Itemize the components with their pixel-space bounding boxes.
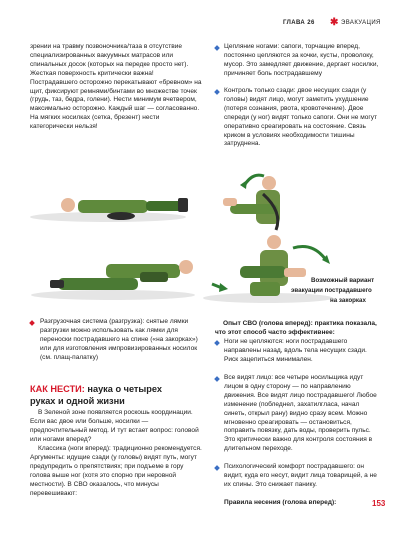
illustration-caption-line-1: Возможный вариант (311, 277, 375, 284)
bullet-icon (214, 465, 220, 471)
left-bottom-para-1: В Зеленой зоне появляется роскошь координации. Если вас двое или больше, носилки — предпочтительный метод. И тут встает вопрос: головой или ногами вперед? (30, 409, 199, 443)
bullet-icon (214, 340, 220, 346)
section-heading-accent: КАК НЕСТИ: (30, 384, 85, 394)
section-heading-part-2: руках и одной жизни (30, 396, 125, 406)
section-heading-part-1: наука о четырех (84, 384, 162, 394)
bullet-icon (214, 89, 220, 95)
rescuer-kneeling-figure (223, 175, 280, 230)
page-number: 153 (372, 499, 386, 508)
bullet-icon (214, 376, 220, 382)
illustration-caption-line-2: эвакуации пострадавшего (291, 287, 372, 294)
right-bottom-item-2: Все видят лицо: все четыре носильщика идут лицом в одну сторону — по направлению движения. Все видят лицо пострадавшего! Любое изменение (побледнел, захатилгласа, начал синеть, открыл рану) видно сразу всем. Можно мгновенно среагировать — остановиться, поправить повязку, дать воды, проверить пульс. Это критически важно для контроля состояния в длительном переходе. (224, 374, 377, 453)
bullet-icon (29, 320, 35, 326)
left-bottom-para-2: Классика (ноги вперед): традиционно рекомендуется. Аргументы: идущие сзади (у головы) видят путь, могут предупредить о препятствиях; при подъеме в гору голова выше ног (хотя это спорно при неровной местности). В СВО оказалось, что минусы перевешивают: (30, 445, 202, 497)
section-heading (30, 383, 206, 407)
right-bottom-final: Правила несения (голова вперед): (224, 499, 337, 506)
left-top-paragraph: зрении на травму позвоночника/таза в отсутствие специализированных вакуумных матрасов или спинальных досок (которых на передке просто нет). Жесткая поверхность критически важна! Пострадавшего осторожно перекатывают «бревном» на щит, фиксируют ремнями/бинтами во множестве точек (грудь, таз, бедра, голени). Нести минимум вчетвером, максимально осторожно. Каждый шаг — согласованно. На мягких носилках (сетка, брезент) нести категорически нельзя! (30, 43, 202, 131)
right-bottom-intro: Опыт СВО (голова вперед): практика показала, что этот способ часто эффективнее: (215, 320, 377, 336)
left-bottom-bullet: Разгрузочная система (разгрузка): снятые лямки разгрузки можно использовать как лямки для переноски пострадавшего на спине («на закорках») или для изготовления импровизированных носилок (см. плащ-палатку) (40, 318, 198, 361)
right-top-item-2: Контроль только сзади: двое несущих сзади (у головы) видят лицо, могут заметить ухудшение (потеря сознания, рвота, кровотечение). Двое спереди (у ног) видят только сапоги. Они не могут оперативно среагировать на состояние. Связь криком в условиях необходимости тишины затруднена. (224, 87, 378, 148)
bullet-icon (214, 45, 220, 51)
right-bottom-item-3: Психологический комфорт пострадавшего: он видит, куда его несут, видит лица товарищей, а не их спины. Это снижает панику. (224, 463, 377, 488)
right-bottom-item-1: Ноги не цепляются: ноги пострадавшего направлены назад, вдоль тела несущих сзади. Риск зацепиться минимален. (224, 338, 367, 363)
asterisk-icon: ✱ (330, 17, 339, 28)
chapter-label: ГЛАВА 26 (283, 20, 315, 26)
right-top-item-1: Цепляние ногами: сапоги, торчащие вперед, постоянно цепляются за кочки, кусты, проволоку, мусор. Это замедляет движение, дергает носилки, причиняет боль пострадавшему (224, 43, 379, 77)
section-label: ЭВАКУАЦИЯ (341, 20, 381, 26)
illustration-caption-line-3: на закорках (330, 297, 366, 304)
crawling-carry-figure (50, 260, 228, 292)
